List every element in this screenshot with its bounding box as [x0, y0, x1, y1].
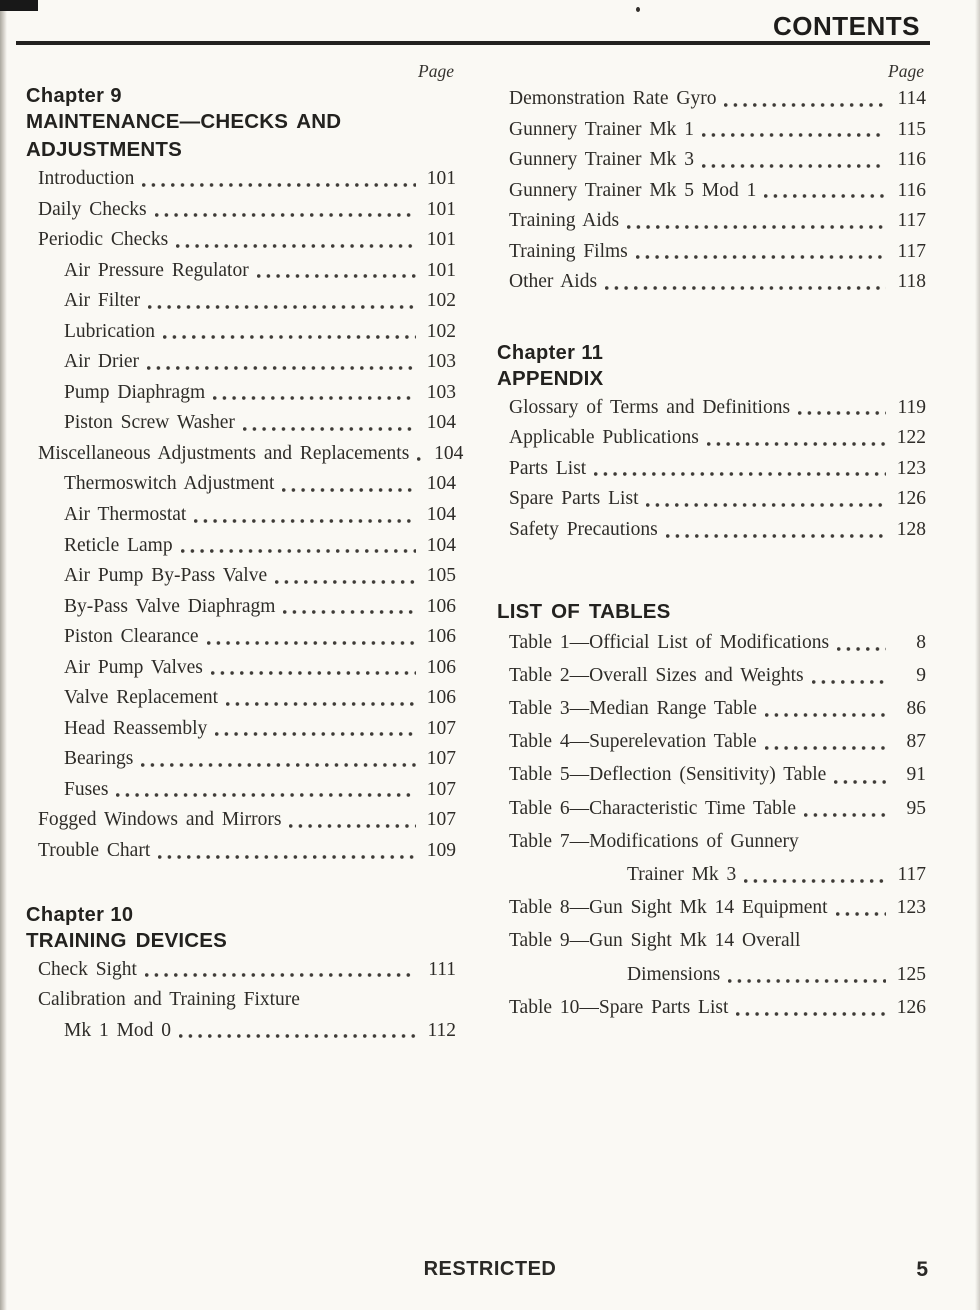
toc-entry: [497, 393, 926, 424]
toc-entry: [26, 531, 456, 562]
dot-leader: [724, 103, 886, 107]
toc-entry-label: Head Reassembly: [64, 717, 208, 739]
toc-entry-label: Periodic Checks: [38, 229, 169, 251]
toc-entry: [497, 423, 926, 454]
toc-entry-label: Mk 1 Mod 0: [64, 1019, 172, 1041]
toc-entry-label: Dimensions: [627, 963, 721, 985]
toc-entry-label: Reticle Lamp: [64, 534, 173, 556]
toc-entry-label: Parts List: [509, 457, 587, 479]
dot-leader: [666, 534, 886, 538]
toc-column-left: [26, 58, 464, 1046]
toc-entry: [26, 347, 456, 378]
toc-entry: [26, 683, 456, 714]
section-title: LIST OF TABLES: [497, 599, 671, 623]
dot-leader: [804, 813, 886, 817]
dot-leader: [145, 973, 416, 977]
dot-leader: [605, 286, 886, 290]
dot-leader: [226, 702, 416, 706]
page-number: 5: [916, 1258, 928, 1281]
dot-leader: [282, 488, 416, 492]
toc-entry-page: 107: [426, 778, 456, 800]
dot-leader: [207, 641, 416, 645]
toc-entry-label: Table 2—Overall Sizes and Weights: [509, 664, 804, 686]
toc-entry: [497, 145, 926, 176]
toc-entry: [497, 237, 926, 268]
dot-leader: [636, 255, 886, 259]
toc-entry-label: Table 9—Gun Sight Mk 14 Overall: [509, 930, 801, 952]
toc-entry: [26, 500, 456, 531]
toc-entry-label: Glossary of Terms and Definitions: [509, 396, 791, 418]
dot-leader: [215, 732, 416, 736]
toc-entry: [497, 725, 926, 758]
dot-leader: [179, 1034, 416, 1038]
scan-edge-artifact: [975, 0, 980, 1310]
section-title: MAINTENANCE—CHECKS AND ADJUSTMENTS: [26, 110, 342, 161]
toc-entry-page: 111: [428, 958, 456, 980]
toc-entry-label: Spare Parts List: [509, 488, 639, 510]
toc-entry-page: 128: [896, 519, 926, 541]
dot-leader: [702, 133, 886, 137]
toc-entry: [26, 225, 456, 256]
dot-leader: [275, 580, 416, 584]
toc-entry-page: 117: [897, 210, 926, 232]
toc-entry: [497, 825, 926, 858]
toc-entry-label: Air Thermostat: [64, 504, 187, 526]
toc-entry-label: Check Sight: [38, 958, 137, 980]
page-column-label: Page: [418, 61, 454, 81]
dot-leader: [176, 244, 416, 248]
toc-entry-page: 105: [426, 565, 456, 587]
toc-entry-label: Table 7—Modifications of Gunnery: [509, 830, 799, 852]
toc-entry-page: 9: [916, 664, 926, 686]
toc-entry: [497, 484, 926, 515]
toc-entry-label: Training Aids: [509, 210, 620, 232]
toc-entry-page: 101: [426, 259, 456, 281]
classification-label: RESTRICTED: [423, 1258, 557, 1280]
toc-entry: [497, 758, 926, 791]
dot-leader: [728, 979, 886, 983]
toc-entry-page: 106: [426, 656, 456, 678]
toc-entry: [26, 1016, 456, 1047]
toc-entry: [497, 84, 926, 115]
toc-entry-label: Miscellaneous Adjustments and Replacements: [38, 442, 410, 464]
toc-entry: [26, 195, 456, 226]
toc-entry-page: 104: [426, 412, 456, 434]
page-column-label: Page: [888, 61, 924, 81]
toc-entry: [497, 267, 926, 298]
toc-entry: [26, 836, 456, 867]
toc-entry-page: 101: [426, 229, 456, 251]
toc-entry-page: 122: [896, 427, 926, 449]
toc-entry-label: Table 1—Official List of Modifications: [509, 631, 830, 653]
toc-entry-label: Gunnery Trainer Mk 1: [509, 118, 695, 140]
toc-entry-label: Bearings: [64, 748, 134, 770]
dot-leader: [744, 879, 886, 883]
toc-entry-label: Table 10—Spare Parts List: [509, 996, 729, 1018]
toc-column-right: [497, 58, 926, 1024]
toc-entry-label: Demonstration Rate Gyro: [509, 88, 717, 109]
toc-entry: [26, 286, 456, 317]
toc-entry-label: Lubrication: [64, 320, 155, 342]
toc-entry-label: Trainer Mk 3: [627, 863, 737, 885]
chapter-heading: Chapter 10: [26, 903, 134, 926]
dot-leader: [836, 912, 886, 916]
toc-entry-page: 123: [896, 897, 926, 919]
toc-entry-label: Air Filter: [64, 290, 141, 312]
toc-entry: [26, 439, 464, 470]
dot-leader: [594, 472, 886, 476]
toc-entry: [497, 891, 926, 924]
dot-leader: [181, 549, 416, 553]
dot-leader: [289, 824, 416, 828]
toc-entry: [497, 924, 926, 957]
header-rule: [16, 41, 930, 45]
dot-leader: [147, 366, 416, 370]
toc-entry: [26, 378, 456, 409]
toc-section: [497, 341, 926, 546]
dot-leader: [736, 1012, 886, 1016]
toc-entry-label: Table 4—Superelevation Table: [509, 731, 757, 753]
dot-leader: [141, 763, 416, 767]
toc-entry-page: 86: [906, 697, 926, 719]
toc-entry: [26, 408, 456, 439]
toc-entry: [497, 792, 926, 825]
toc-entry-page: 116: [897, 179, 926, 201]
dot-leader: [283, 610, 416, 614]
toc-entry-page: 91: [906, 764, 926, 786]
toc-entry: [497, 115, 926, 146]
toc-entry: [26, 714, 456, 745]
toc-entry: [26, 775, 456, 806]
chapter-heading: Chapter 11: [497, 341, 604, 364]
toc-entry: [497, 659, 926, 692]
dot-leader: [417, 457, 423, 461]
toc-entry: [497, 692, 926, 725]
toc-entry-label: Thermoswitch Adjustment: [64, 473, 275, 495]
toc-entry-label: Table 5—Deflection (Sensitivity) Table: [509, 764, 827, 786]
dot-leader: [142, 183, 416, 187]
toc-entry: [497, 206, 926, 237]
scan-edge-artifact: [0, 0, 7, 1310]
toc-entry: [497, 454, 926, 485]
dot-leader: [707, 442, 886, 446]
toc-entry: [26, 805, 456, 836]
toc-entry-label: Fogged Windows and Mirrors: [38, 809, 282, 831]
toc-entry: [26, 955, 456, 986]
toc-entry-page: 126: [896, 488, 926, 510]
toc-entry-label: Gunnery Trainer Mk 3: [509, 149, 695, 171]
toc-entry-label: By-Pass Valve Diaphragm: [64, 595, 276, 617]
dot-leader: [213, 396, 416, 400]
toc-entry-label: Table 8—Gun Sight Mk 14 Equipment: [509, 897, 828, 919]
toc-entry-label: Fuses: [64, 778, 109, 800]
toc-entry-page: 126: [896, 996, 926, 1018]
toc-entry-page: 103: [426, 381, 456, 403]
toc-entry-page: 123: [896, 457, 926, 479]
toc-section: [497, 84, 926, 298]
toc-entry-label: Introduction: [38, 168, 135, 189]
toc-entry-label: Safety Precautions: [509, 519, 658, 541]
toc-section: [26, 84, 464, 867]
toc-entry-page: 87: [906, 731, 926, 753]
scan-artifact: [0, 0, 38, 11]
toc-entry: [26, 256, 456, 287]
toc-section: [26, 903, 456, 1047]
dot-leader: [798, 411, 886, 415]
toc-entry-label: Applicable Publications: [509, 427, 699, 449]
toc-entry-page: 112: [427, 1019, 456, 1041]
dot-leader: [646, 503, 886, 507]
toc-entry-page: 117: [897, 863, 926, 885]
toc-entry-label: Trouble Chart: [38, 840, 151, 862]
dot-leader: [765, 713, 886, 717]
toc-entry: [497, 626, 926, 659]
toc-entry-label: Piston Clearance: [64, 626, 199, 648]
toc-entry-label: Table 3—Median Range Table: [509, 697, 757, 719]
toc-entry-page: 116: [897, 149, 926, 171]
section-title: APPENDIX: [497, 366, 604, 390]
toc-entry-page: 101: [426, 168, 456, 189]
dot-leader: [194, 519, 416, 523]
toc-entry-label: Training Films: [509, 240, 628, 262]
dot-leader: [243, 427, 416, 431]
toc-entry-page: 104: [426, 473, 456, 495]
toc-entry-page: 107: [426, 748, 456, 770]
chapter-heading: Chapter 9: [26, 85, 122, 107]
toc-entry-page: 106: [426, 687, 456, 709]
toc-entry-label: Pump Diaphragm: [64, 381, 206, 403]
toc-entry-page: 106: [426, 595, 456, 617]
toc-entry: [26, 164, 456, 195]
dot-leader: [158, 855, 416, 859]
toc-entry-page: 118: [897, 271, 926, 293]
toc-entry-page: 8: [916, 631, 926, 653]
dot-leader: [116, 793, 416, 797]
dot-leader: [163, 335, 416, 339]
section-title: TRAINING DEVICES: [26, 928, 227, 952]
toc-entry-page: 107: [426, 809, 456, 831]
toc-entry: [26, 653, 456, 684]
toc-entry-label: Air Pump Valves: [64, 656, 203, 678]
toc-entry-page: 115: [897, 118, 926, 140]
dot-leader: [702, 164, 886, 168]
toc-entry-label: Gunnery Trainer Mk 5 Mod 1: [509, 179, 757, 201]
toc-entry-label: Air Drier: [64, 351, 140, 373]
toc-entry: [26, 317, 456, 348]
dot-leader: [765, 746, 886, 750]
toc-entry: [26, 469, 456, 500]
toc-entry: [497, 515, 926, 546]
dot-leader: [155, 213, 416, 217]
toc-entry-page: 103: [426, 351, 456, 373]
toc-entry-page: 104: [426, 504, 456, 526]
toc-entry: [26, 561, 456, 592]
dot-leader: [812, 680, 886, 684]
toc-entry: [26, 622, 456, 653]
toc-entry-page: 95: [906, 797, 926, 819]
toc-entry-page: 104: [426, 534, 456, 556]
dot-leader: [834, 780, 886, 784]
dot-leader: [627, 225, 886, 229]
toc-entry: [26, 744, 456, 775]
dot-leader: [764, 194, 886, 198]
toc-entry-page: 109: [426, 840, 456, 862]
toc-section: [497, 598, 926, 1024]
toc-entry-label: Daily Checks: [38, 198, 147, 220]
toc-entry-page: 102: [426, 320, 456, 342]
toc-entry-page: 119: [897, 396, 926, 418]
toc-entry-page: 114: [897, 88, 926, 109]
toc-entry: [497, 858, 926, 891]
scan-speck-artifact: [636, 7, 640, 12]
toc-entry-label: Calibration and Training Fixture: [38, 989, 300, 1011]
toc-entry: [497, 958, 926, 991]
toc-entry-page: 102: [426, 290, 456, 312]
toc-entry: [497, 991, 926, 1024]
toc-entry: [26, 592, 456, 623]
dot-leader: [837, 647, 886, 651]
toc-entry: [26, 985, 456, 1016]
toc-entry-page: 101: [426, 198, 456, 220]
dot-leader: [211, 671, 416, 675]
toc-entry-page: 106: [426, 626, 456, 648]
toc-entry-page: 104: [434, 442, 464, 464]
toc-entry-label: Piston Screw Washer: [64, 412, 235, 434]
page-title: CONTENTS: [773, 11, 920, 41]
toc-entry-label: Valve Replacement: [64, 687, 219, 709]
toc-entry-label: Air Pressure Regulator: [64, 259, 249, 281]
dot-leader: [148, 305, 416, 309]
dot-leader: [257, 274, 416, 278]
toc-entry-label: Air Pump By-Pass Valve: [64, 565, 268, 587]
toc-entry: [497, 176, 926, 207]
toc-entry-page: 117: [897, 240, 926, 262]
toc-entry-page: 107: [426, 717, 456, 739]
toc-entry-label: Table 6—Characteristic Time Table: [509, 797, 796, 819]
toc-entry-page: 125: [896, 963, 926, 985]
toc-entry-label: Other Aids: [509, 271, 598, 293]
